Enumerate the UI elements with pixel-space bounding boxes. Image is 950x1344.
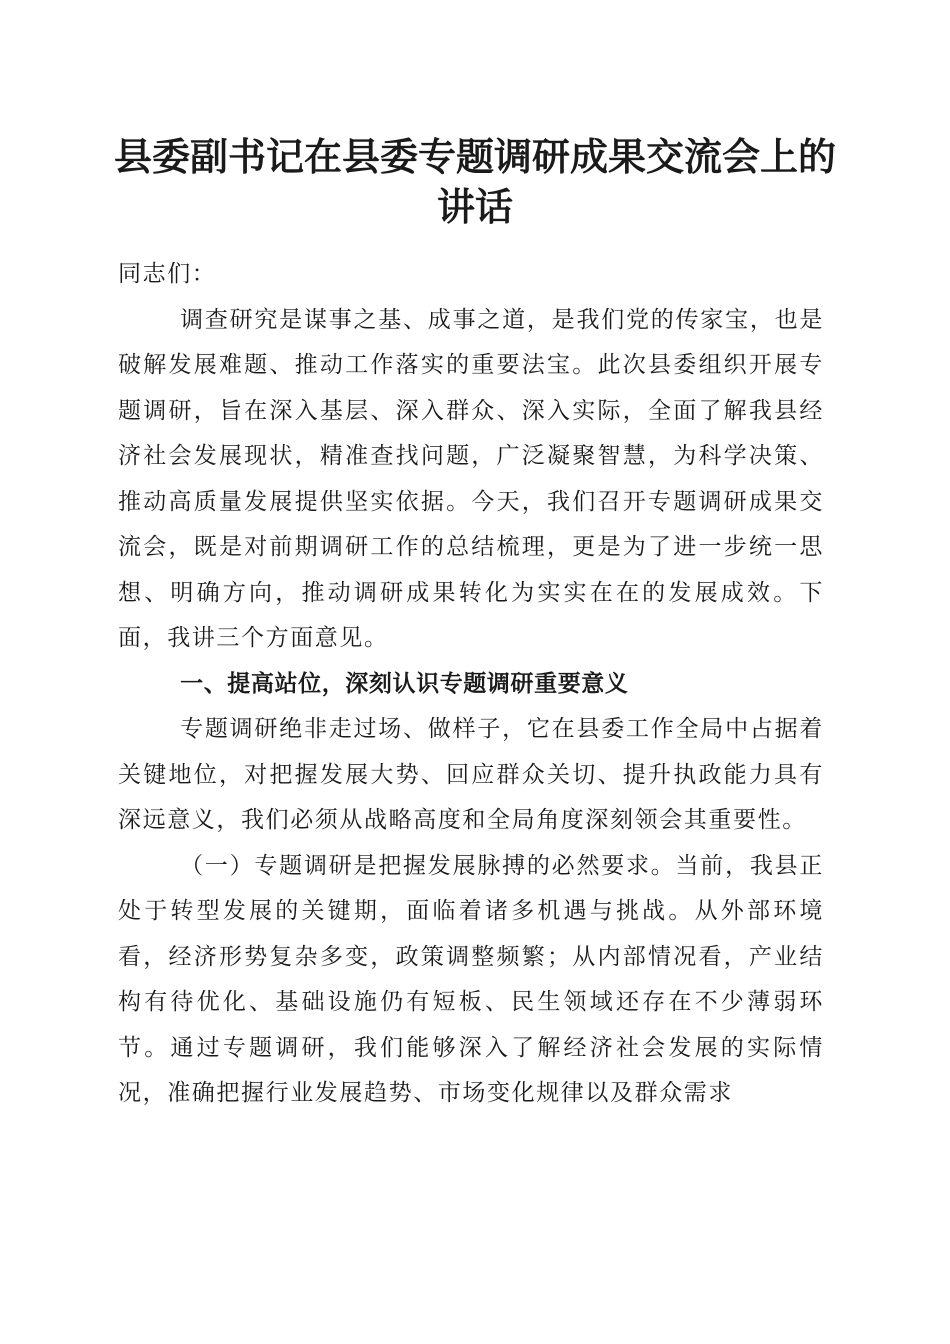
subsection-paragraph (118, 844, 824, 1117)
section-intro-paragraph: 专题调研绝非走过场、做样子，它在县委工作全局中占据着关键地位，对把握发展大势、回应群众关切、提升执政能力具有深远意义，我们必须从战略高度和全局角度深刻领会其重要性。 (118, 716, 824, 833)
document-body (118, 252, 824, 1117)
salutation: 同志们： (118, 261, 217, 287)
opening-paragraph: 调查研究是谋事之基、成事之道，是我们党的传家宝，也是破解发展难题、推动工作落实的重要法宝。此次县委组织开展专题调研，旨在深入基层、深入群众、深入实际，全面了解我县经济社会发展现状，精准查找问题，广泛凝聚智慧，为科学决策、推动高质量发展提供坚实依据。今天，我们召开专题调研成果交流会，既是对前期调研工作的总结梳理，更是为了进一步统一思想、明确方向，推动调研成果转化为实实在在的发展成效。下面，我讲三个方面意见。 (118, 306, 824, 651)
subsection-text: 当前，我县正处于转型发展的关键期，面临着诸多机遇与挑战。从外部环境看，经济形势复杂多变，政策调整频繁；从内部情况看，产业结构有待优化、基础设施仍有短板、民生领域还存在不少薄弱环节。通过专题调研，我们能够深入了解经济社会发展的实际情况，准确把握行业发展趋势、市场变化规律以及群众需求 (118, 852, 824, 1106)
section-heading: 一、提高站位，深刻认识专题调研重要意义 (180, 670, 629, 697)
subsection-lead: （一）专题调研是把握发展脉搏的必然要求。 (180, 852, 676, 879)
document-title: 县委副书记在县委专题调研成果交流会上的讲话 (113, 134, 836, 229)
